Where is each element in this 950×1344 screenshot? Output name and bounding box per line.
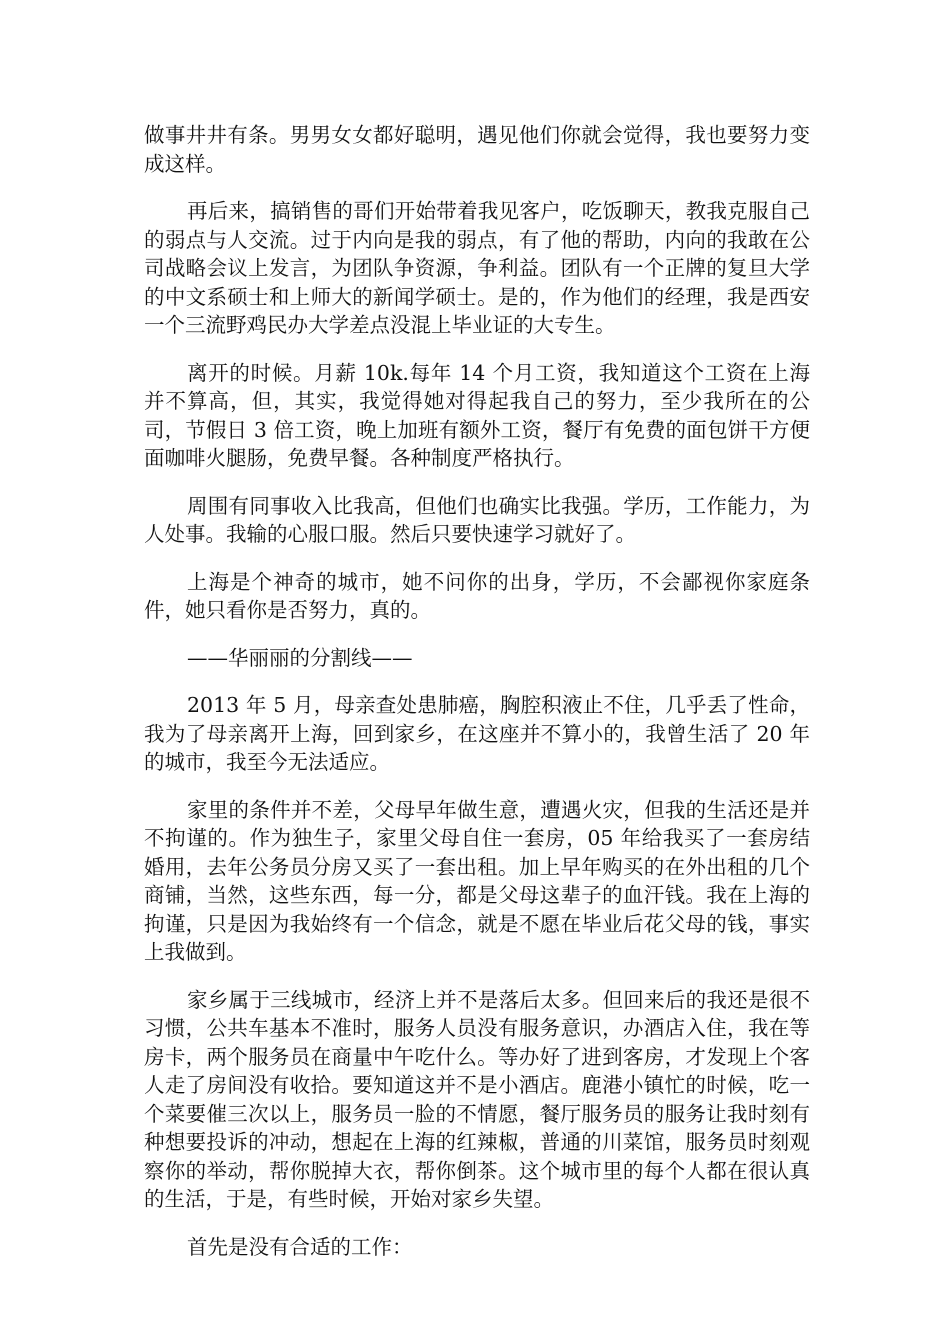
paragraph-hometown: 家乡属于三线城市，经济上并不是落后太多。但回来后的我还是很不习惯，公共车基本不准时，服务人员没有服务意识，办酒店入住，我在等房卡，两个服务员在商量中午吃什么。等办好了进到客房，才发现上个客人走了房间没有收拾。要知道这并不是小酒店。鹿港小镇忙的时候，吃一个菜要催三次以上，服务员一脸的不情愿，餐厅服务员的服务让我时刻有种想要投诉的冲动，想起在上海的红辣椒，普通的川菜馆，服务员时刻观察你的举动，帮你脱掉大衣，帮你倒茶。这个城市里的每个人都在很认真的生活，于是，有些时候，开始对家乡失望。 bbox=[144, 987, 810, 1211]
paragraph-family-conditions: 家里的条件并不差，父母早年做生意，遭遇火灾，但我的生活还是并不拘谨的。作为独生子，家里父母自住一套房，05 年给我买了一套房结婚用，去年公务员分房又买了一套出租。加上早年购买的在外出租的几个商铺，当然，这些东西，每一分，都是父母这辈子的血汗钱。我在上海的拘谨，只是因为我始终有一个信念，就是不愿在毕业后花父母的钱，事实上我做到。 bbox=[144, 797, 810, 964]
paragraph-no-job: 首先是没有合适的工作： bbox=[187, 1234, 413, 1259]
paragraph-continuation: 做事井井有条。男男女女都好聪明，遇见他们你就会觉得，我也要努力变成这样。 bbox=[144, 123, 810, 176]
paragraph-shanghai: 上海是个神奇的城市，她不问你的出身，学历，不会鄙视你家庭条件，她只看你是否努力，真的。 bbox=[144, 569, 810, 622]
paragraph-salary: 离开的时候。月薪 10k.每年 14 个月工资，我知道这个工资在上海并不算高，但，其实，我觉得她对得起我自己的努力，至少我所在的公司，节假日 3 倍工资，晚上加班有额外工资，餐厅有免费的面包饼干方便面咖啡火腿肠，免费早餐。各种制度严格执行。 bbox=[144, 360, 810, 470]
paragraph-sales-mentor: 再后来，搞销售的哥们开始带着我见客户，吃饭聊天，教我克服自己的弱点与人交流。过于内向是我的弱点，有了他的帮助，内向的我敢在公司战略会议上发言，为团队争资源，争利益。团队有一个正牌的复旦大学的中文系硕士和上师大的新闻学硕士。是的，作为他们的经理，我是西安一个三流野鸡民办大学差点没混上毕业证的大专生。 bbox=[144, 199, 810, 337]
paragraph-colleagues: 周围有同事收入比我高，但他们也确实比我强。学历，工作能力，为人处事。我输的心服口服。然后只要快速学习就好了。 bbox=[144, 493, 810, 546]
paragraph-mother-illness: 2013 年 5 月，母亲查处患肺癌，胸腔积液止不住，几乎丢了性命，我为了母亲离开上海，回到家乡，在这座并不算小的，我曾生活了 20 年的城市，我至今无法适应。 bbox=[144, 693, 810, 774]
document-page bbox=[144, 121, 810, 1280]
section-divider: ——华丽丽的分割线—— bbox=[187, 645, 413, 670]
